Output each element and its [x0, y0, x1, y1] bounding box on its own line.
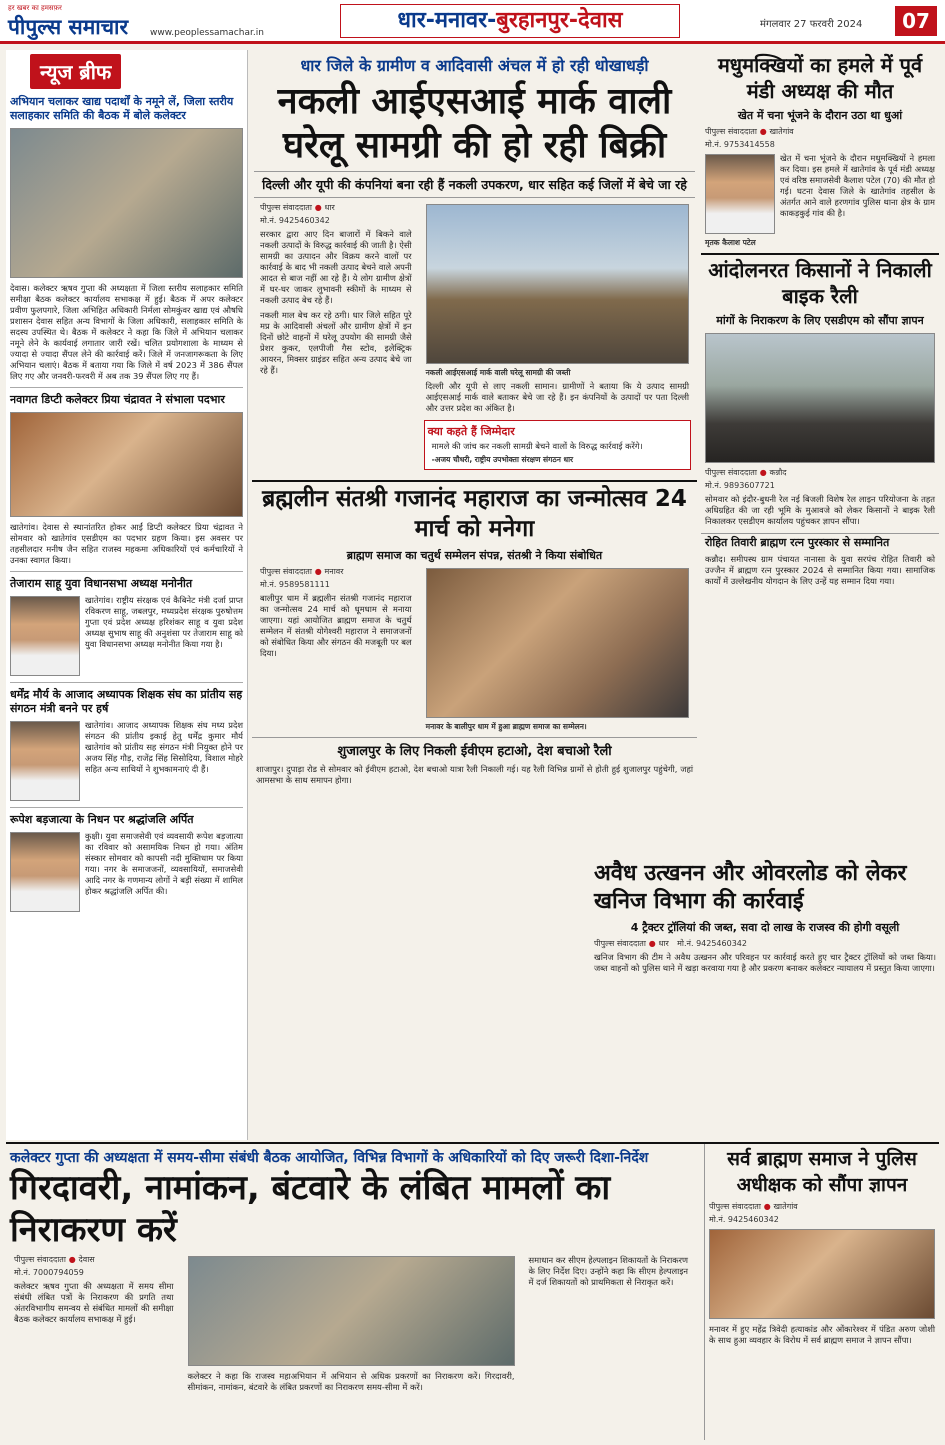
brief-1-text: देवास। कलेक्टर ऋषव गुप्ता की अध्यक्षता में जिला स्तरीय सलाहकार समिति समीक्षा बैठक कलेक्टर कार्यालय सभाकक्ष में हुई। बैठक में अपर कलेक्टर प्रवीण फुलपगारे, जिला अभिहित अधिकारी निर्मला सोमकुंवर खाद्य एवं औषधि प्रशासन देवास सहित अन्य विभागों के जिला अधिकारी, सलाहकार समिति के सदस्य उपस्थित थे। बैठक में कलेक्टर ने कहा कि जिले में अभियान चलाकर नमूने लेने के कार्यवाई लगातार जारी रखें। चलित प्रयोगशाला के माध्यम से ज्यादा से ज्यादा सैंपल लेने की कार्रवाई करें। जिले में जनजागरूकता के लिए अभियान चलाएं। बैठक में बताया गया कि जिले में वर्ष 2023 में 386 सैंपल लिए गए और जनवरी-फरवरी में अब तक 39 सैंपल लिए गए हैं। — [10, 283, 243, 381]
bike-rally-headline[interactable]: आंदोलनरत किसानों ने निकाली बाइक रैली — [701, 253, 939, 311]
bottom-mobile: मो.नं. 7000794059 — [14, 1268, 84, 1277]
lead-kicker: धार जिले के ग्रामीण व आदिवासी अंचल में हो रही धोखाधड़ी — [300, 56, 649, 75]
tejaram-sahu-portrait — [10, 596, 80, 676]
rupesh-badjatya-portrait — [10, 832, 80, 912]
lead-byline-name: पीपुल्स संवाददाता — [260, 203, 312, 212]
lead-photo-caption: नकली आईएसआई मार्क वाली घरेलू सामग्री की जब्ती — [425, 368, 571, 377]
dharmendra-maurya-portrait — [10, 721, 80, 801]
page-number: 07 — [895, 6, 937, 36]
bottom-story — [6, 1142, 939, 1440]
lead-text-col-3: दिल्ली और यूपी से लाए नकली सामान। ग्रामीणों ने बताया कि ये उत्पाद सामग्री आईएसआई मार्क वाले बताकर बेचे जा रहे हैं। इन कंपनियों के उत्पादों पर पता दिल्ली और उत्तर प्रदेश का अंकित है। — [425, 381, 689, 413]
gajanand-headline[interactable]: ब्रह्मलीन संतश्री गजानंद महाराज का जन्मोत्सव 24 मार्च को मनेगा — [252, 480, 697, 546]
memorandum-photo — [709, 1229, 935, 1319]
bottom-byline: पीपुल्स संवाददाता ● देवास — [14, 1255, 95, 1264]
bottom-headline[interactable]: गिरदावरी, नामांकन, बंटवारे के लंबित मामलों का निराकरण करें — [10, 1168, 611, 1250]
fake-products-photo — [426, 204, 689, 364]
brand-name: पीपुल्स समाचार — [8, 14, 129, 39]
brief-2-text: खातेगांव। देवास से स्थानांतरित होकर आईं डिप्टी कलेक्टर प्रिया चंद्रावत ने सोमवार को खातेगांव एसडीएम का पदभार ग्रहण किया। इस अवसर पर तहसीलदार मनीष जैन सहित राजस्व महकमा अधिकारियों एवं कर्मचारियों ने उनका स्वागत किया। — [10, 522, 243, 565]
brahmin-samaj-headline[interactable]: सर्व ब्राह्मण समाज ने पुलिस अधीक्षक को सौंपा ज्ञापन — [727, 1148, 917, 1196]
brief-1-headline[interactable]: अभियान चलाकर खाद्य पदार्थों के नमूने लें, जिला स्तरीय सलाहकार समिति की बैठक में बोले कलेक्टर — [10, 95, 234, 122]
divider — [10, 682, 243, 683]
edition-title-a: धार-मनावर- — [397, 8, 497, 33]
rohit-tiwari-headline[interactable]: रोहित तिवारी ब्राह्मण रत्न पुरस्कार से सम्मानित — [701, 533, 939, 552]
brahmin-samaj-mobile: मो.नं. 9425460342 — [709, 1215, 779, 1224]
evm-rally-text: शाजापुर। दुपाड़ा रोड से सोमवार को ईवीएम हटाओ, देश बचाओ यात्रा रैली निकाली गई। यह रैली विभिन्न ग्रामों से होती हुई शुजालपुर पहुंचेगी, जहां आमसभा के साथ समापन होगा। — [256, 764, 693, 785]
bottom-text-1: कलेक्टर ऋषव गुप्ता की अध्यक्षता में समय सीमा संबंधी लंबित पत्रों के निराकरण की प्रगति तथा अंतरविभागीय समन्वय से संबंधित मामलों की समीक्षा बैठक कलेक्टर कार्यालय सभाकक्ष में हुई। — [14, 1281, 174, 1324]
mining-subheadline: 4 ट्रैक्टर ट्रॉलियां की जब्त, सवा दो लाख के राजस्व की होगी वसूली — [630, 921, 900, 934]
news-brief-tag: न्यूज ब्रीफ — [30, 54, 121, 89]
kailash-patel-caption: मृतक कैलाश पटेल — [705, 238, 756, 247]
gajanand-byline: पीपुल्स संवाददाता ● मनावर — [260, 567, 344, 576]
brief-5-text: कुक्षी। युवा समाजसेवी एवं व्यवसायी रूपेश बड़जात्या का रविवार को असामयिक निधन हो गया। अंतिम संस्कार सोमवार को कापसी नदी मुक्तिधाम पर किया गया। नगर के समाजजनों, व्यवसायियों, समाजसेवी आदि नगर के गणमान्य लोगों ने बड़ी संख्या में शामिल होकर श्रद्धांजलि अर्पित की। — [85, 831, 243, 896]
mining-headline[interactable]: अवैध उत्खनन और ओवरलोड को लेकर खनिज विभाग की कार्रवाई — [594, 861, 907, 914]
mining-text: खनिज विभाग की टीम ने अवैध उत्खनन और परिवहन पर कार्रवाई करते हुए चार ट्रैक्टर ट्रॉलियों को जब्त किया। जब्त वाहनों को पुलिस थाने में खड़ा करवाया गया है और प्रकरण बनाकर कलेक्टर न्यायालय में प्रस्तुत किया जाएगा। — [594, 952, 936, 973]
brief-3-headline[interactable]: तेजाराम साहू युवा विधानसभा अध्यक्ष मनोनीत — [10, 577, 193, 590]
brief-4-text: खातेगांव। आजाद अध्यापक शिक्षक संघ मध्य प्रदेश संगठन की प्रांतीय इकाई हेतु धर्मेंद्र कुमार मौर्य खातेगांव को प्रांतीय सह संगठन मंत्री नियुक्त होने पर अजय सिंह गौड़, राजेंद्र सिंह सिसोदिया, विशाल मोहरे सहित अन्य साथियों ने शुभकामनाएं दी हैं। — [85, 720, 243, 774]
masthead — [0, 0, 945, 44]
quote-attribution: -अजय चौधरी, राष्ट्रीय उपभोक्ता संरक्षण संगठन धार — [431, 455, 574, 464]
gajanand-photo-caption: मनावर के बालीपुर धाम में हुआ ब्राह्मण समाज का सम्मेलन। — [425, 722, 587, 731]
mining-story — [590, 858, 940, 976]
bike-rally-byline: पीपुल्स संवाददाता ● कन्नौद — [705, 468, 787, 477]
bee-attack-subheadline: खेत में चना भूंजने के दौरान उठा था धुआं — [737, 109, 903, 122]
brief-2-headline[interactable]: नवागत डिप्टी कलेक्टर प्रिया चंद्रावत ने संभाला पदभार — [10, 393, 225, 406]
gajanand-subheadline: ब्राह्मण समाज का चतुर्थ सम्मेलन संपन्न, संतश्री ने किया संबोधित — [346, 549, 603, 562]
lead-text-col-1: सरकार द्वारा आए दिन बाजारों में बिकने वाले नकली उत्पादों के विरुद्ध कार्रवाई की जाती है। ऐसी सामग्री का उत्पादन और विक्रय करने वालों पर कार्रवाई के बाद भी नकली उत्पाद बेचने वाले अपनी आदत से बाज नहीं आ रहे हैं। ये लोग ग्रामीण क्षेत्रों में घर-घर जाकर लुभावनी स्कीमों के माध्यम से नकली उत्पाद बेच रहे हैं। — [260, 229, 412, 305]
right-news-column — [701, 50, 939, 1140]
deputy-collector-photo — [10, 412, 243, 517]
main-story-column — [252, 50, 697, 1140]
review-meeting-photo — [188, 1256, 515, 1366]
website-link[interactable]: www.peoplessamachar.in — [150, 28, 264, 38]
evm-rally-headline[interactable]: शुजालपुर के लिए निकली ईवीएम हटाओ, देश बचाओ रैली — [252, 737, 697, 762]
bee-attack-text: खेत में चना भूंजने के दौरान मधुमक्खियों ने हमला कर दिया। इस हमले में खातेगांव के पूर्व मंडी अध्यक्ष एवं वरिष्ठ समाजसेवी कैलाश पटेल (70) की मौत हो गई। घटना देवास जिले के खातेगांव तहसील के अंतर्गत आने वाले हरणगांव पुलिस थाना क्षेत्र के ग्राम काकड़कुई गांव की है। — [780, 153, 935, 218]
samaj-sammelan-photo — [426, 568, 689, 718]
lead-mobile: मो.नं. 9425460342 — [260, 216, 330, 225]
bottom-kicker: कलेक्टर गुप्ता की अध्यक्षता में समय-सीमा संबंधी बैठक आयोजित, विभिन्न विभागों के अधिकारियों को दिए जरूरी दिशा-निर्देश — [10, 1150, 649, 1166]
bottom-text-3: समाधान कर सीएम हेल्पलाइन शिकायतों के निराकरण के लिए निर्देश दिए। उन्होंने कहा कि सीएम हेल्पलाइन में दर्ज शिकायतों को प्राथमिकता से निराकृत करें। — [528, 1255, 688, 1287]
divider — [10, 571, 243, 572]
brief-3-text: खातेगांव। राष्ट्रीय संरक्षक एवं कैबिनेट मंत्री दर्जा प्राप्त रविकरण साहू, जबलपुर, मध्यप्रदेश संरक्षक पुरुषोत्तम गुप्ता एवं प्रदेश अध्यक्ष हरिशंकर साहू व युवा प्रदेश अध्यक्ष सुभाष साहू की अनुशंसा पर तेजाराम साहू को युवा विधानसभा अध्यक्ष मनोनीत किया गया है। — [85, 595, 243, 649]
bottom-text-2: कलेक्टर ने कहा कि राजस्व महाअभियान में अभियान से अधिक प्रकरणों का निराकरण करें। गिरदावरी, सीमांकन, नामांकन, बंटवारे के लंबित प्रकरणों का निराकरण समय-सीमा में करें। — [187, 1371, 515, 1392]
quote-heading: क्या कहते हैं जिम्मेदार — [427, 425, 515, 438]
brahmin-samaj-byline: पीपुल्स संवाददाता ● खातेगांव — [709, 1202, 798, 1211]
responsible-quote-box — [424, 420, 691, 470]
lead-byline: पीपुल्स संवाददाता ● धार — [260, 203, 335, 212]
meeting-photo — [10, 128, 243, 278]
rohit-tiwari-text: कन्नौद। समीपस्थ ग्राम पंचायत नानासा के युवा सरपंच रोहित तिवारी को उज्जैन में ब्राह्मण रत्न पुरस्कार 2024 से सम्मानित किया गया। सामाजिक कार्यों में उल्लेखनीय योगदान के लिए उन्हें यह सम्मान दिया गया। — [705, 554, 935, 586]
bee-attack-headline[interactable]: मधुमक्खियों का हमले में पूर्व मंडी अध्यक्ष की मौत — [717, 53, 923, 103]
lead-subheadline: दिल्ली और यूपी की कंपनियां बना रही हैं नकली उपकरण, धार सहित कई जिलों में बेचे जा रहे — [254, 171, 695, 198]
divider — [10, 387, 243, 388]
kailash-patel-portrait — [705, 154, 775, 234]
bee-attack-byline: पीपुल्स संवाददाता ● खातेगांव — [705, 127, 794, 136]
bike-rally-photo — [705, 333, 935, 463]
gajanand-text: बालीपुर धाम में ब्रह्मलीन संतश्री गजानंद महाराज का जन्मोत्सव 24 मार्च को धूमधाम से मनाया जाएगा। यहां आयोजित ब्राह्मण समाज के चतुर्थ सम्मेलन में संतश्री योगेश्वरी महाराज ने समाजजनों को संबोधित किया और संगठन की मजबूती पर बल दिया। — [260, 593, 412, 658]
publication-date: मंगलवार 27 फरवरी 2024 — [760, 19, 863, 30]
mining-byline: पीपुल्स संवाददाता ● धार मो.नं. 9425460342 — [594, 939, 747, 948]
gajanand-mobile: मो.नं. 9589581111 — [260, 580, 330, 589]
brief-5-headline[interactable]: रूपेश बड़जात्या के निधन पर श्रद्धांजलि अर्पित — [10, 813, 194, 826]
lead-byline-place: धार — [324, 203, 335, 212]
bike-rally-text: सोमवार को इंदौर-बुधनी रेल नई बिजली विशेष रेल लाइन परियोजना के तहत अधिग्रहित की जा रही भूमि के मुआवजे को लेकर किसानों ने बाइक रैली निकालकर एसडीएम कार्यालय पहुंचकर ज्ञापन सौंपा। — [705, 494, 935, 526]
bike-rally-subheadline: मांगों के निराकरण के लिए एसडीएम को सौंपा ज्ञापन — [716, 314, 924, 327]
edition-title-b: बुरहानपुर-देवास — [496, 8, 623, 33]
quote-text: मामले की जांच कर नकली सामग्री बेचने वालों के विरुद्ध कार्रवाई करेंगे। — [431, 441, 643, 451]
brief-4-headline[interactable]: धर्मेंद्र मौर्य के आजाद अध्यापक शिक्षक संघ का प्रांतीय सह संगठन मंत्री बनने पर हर्ष — [10, 688, 243, 715]
brahmin-samaj-story — [704, 1144, 939, 1440]
divider — [10, 807, 243, 808]
bee-attack-mobile: मो.नं. 9753414558 — [705, 140, 775, 149]
brahmin-samaj-text: मनावर में हुए महेंद्र त्रिवेदी हत्याकांड और ओंकारेश्वर में पंडित अरुण जोशी के साथ हुआ व्यवहार के विरोध में सर्व ब्राह्मण समाज ने ज्ञापन सौंपा। — [709, 1324, 935, 1345]
edition-title — [340, 4, 680, 38]
brand-tagline: हर खबर का हमसफ़र — [8, 4, 62, 12]
news-brief-column — [6, 50, 248, 1140]
lead-headline[interactable]: नकली आईएसआई मार्क वाली घरेलू सामग्री की हो रही बिक्री — [277, 81, 672, 166]
lead-text-col-2: नकली माल बेच कर रहे ठगी। धार जिले सहित पूरे मप्र के आदिवासी अंचलों और ग्रामीण क्षेत्रों में इन दिनों छोटे वाहनों में घरेलू उपयोग की सामग्री जैसे प्रेशर कुकर, एलपीजी गैस स्टोव, इलेक्ट्रिक आयरन, मिक्सर ग्राइंडर सहित अन्य उत्पाद बेचे जा रहे हैं। — [260, 310, 412, 375]
brand-logo — [8, 4, 128, 41]
bike-rally-mobile: मो.नं. 9893607721 — [705, 481, 775, 490]
